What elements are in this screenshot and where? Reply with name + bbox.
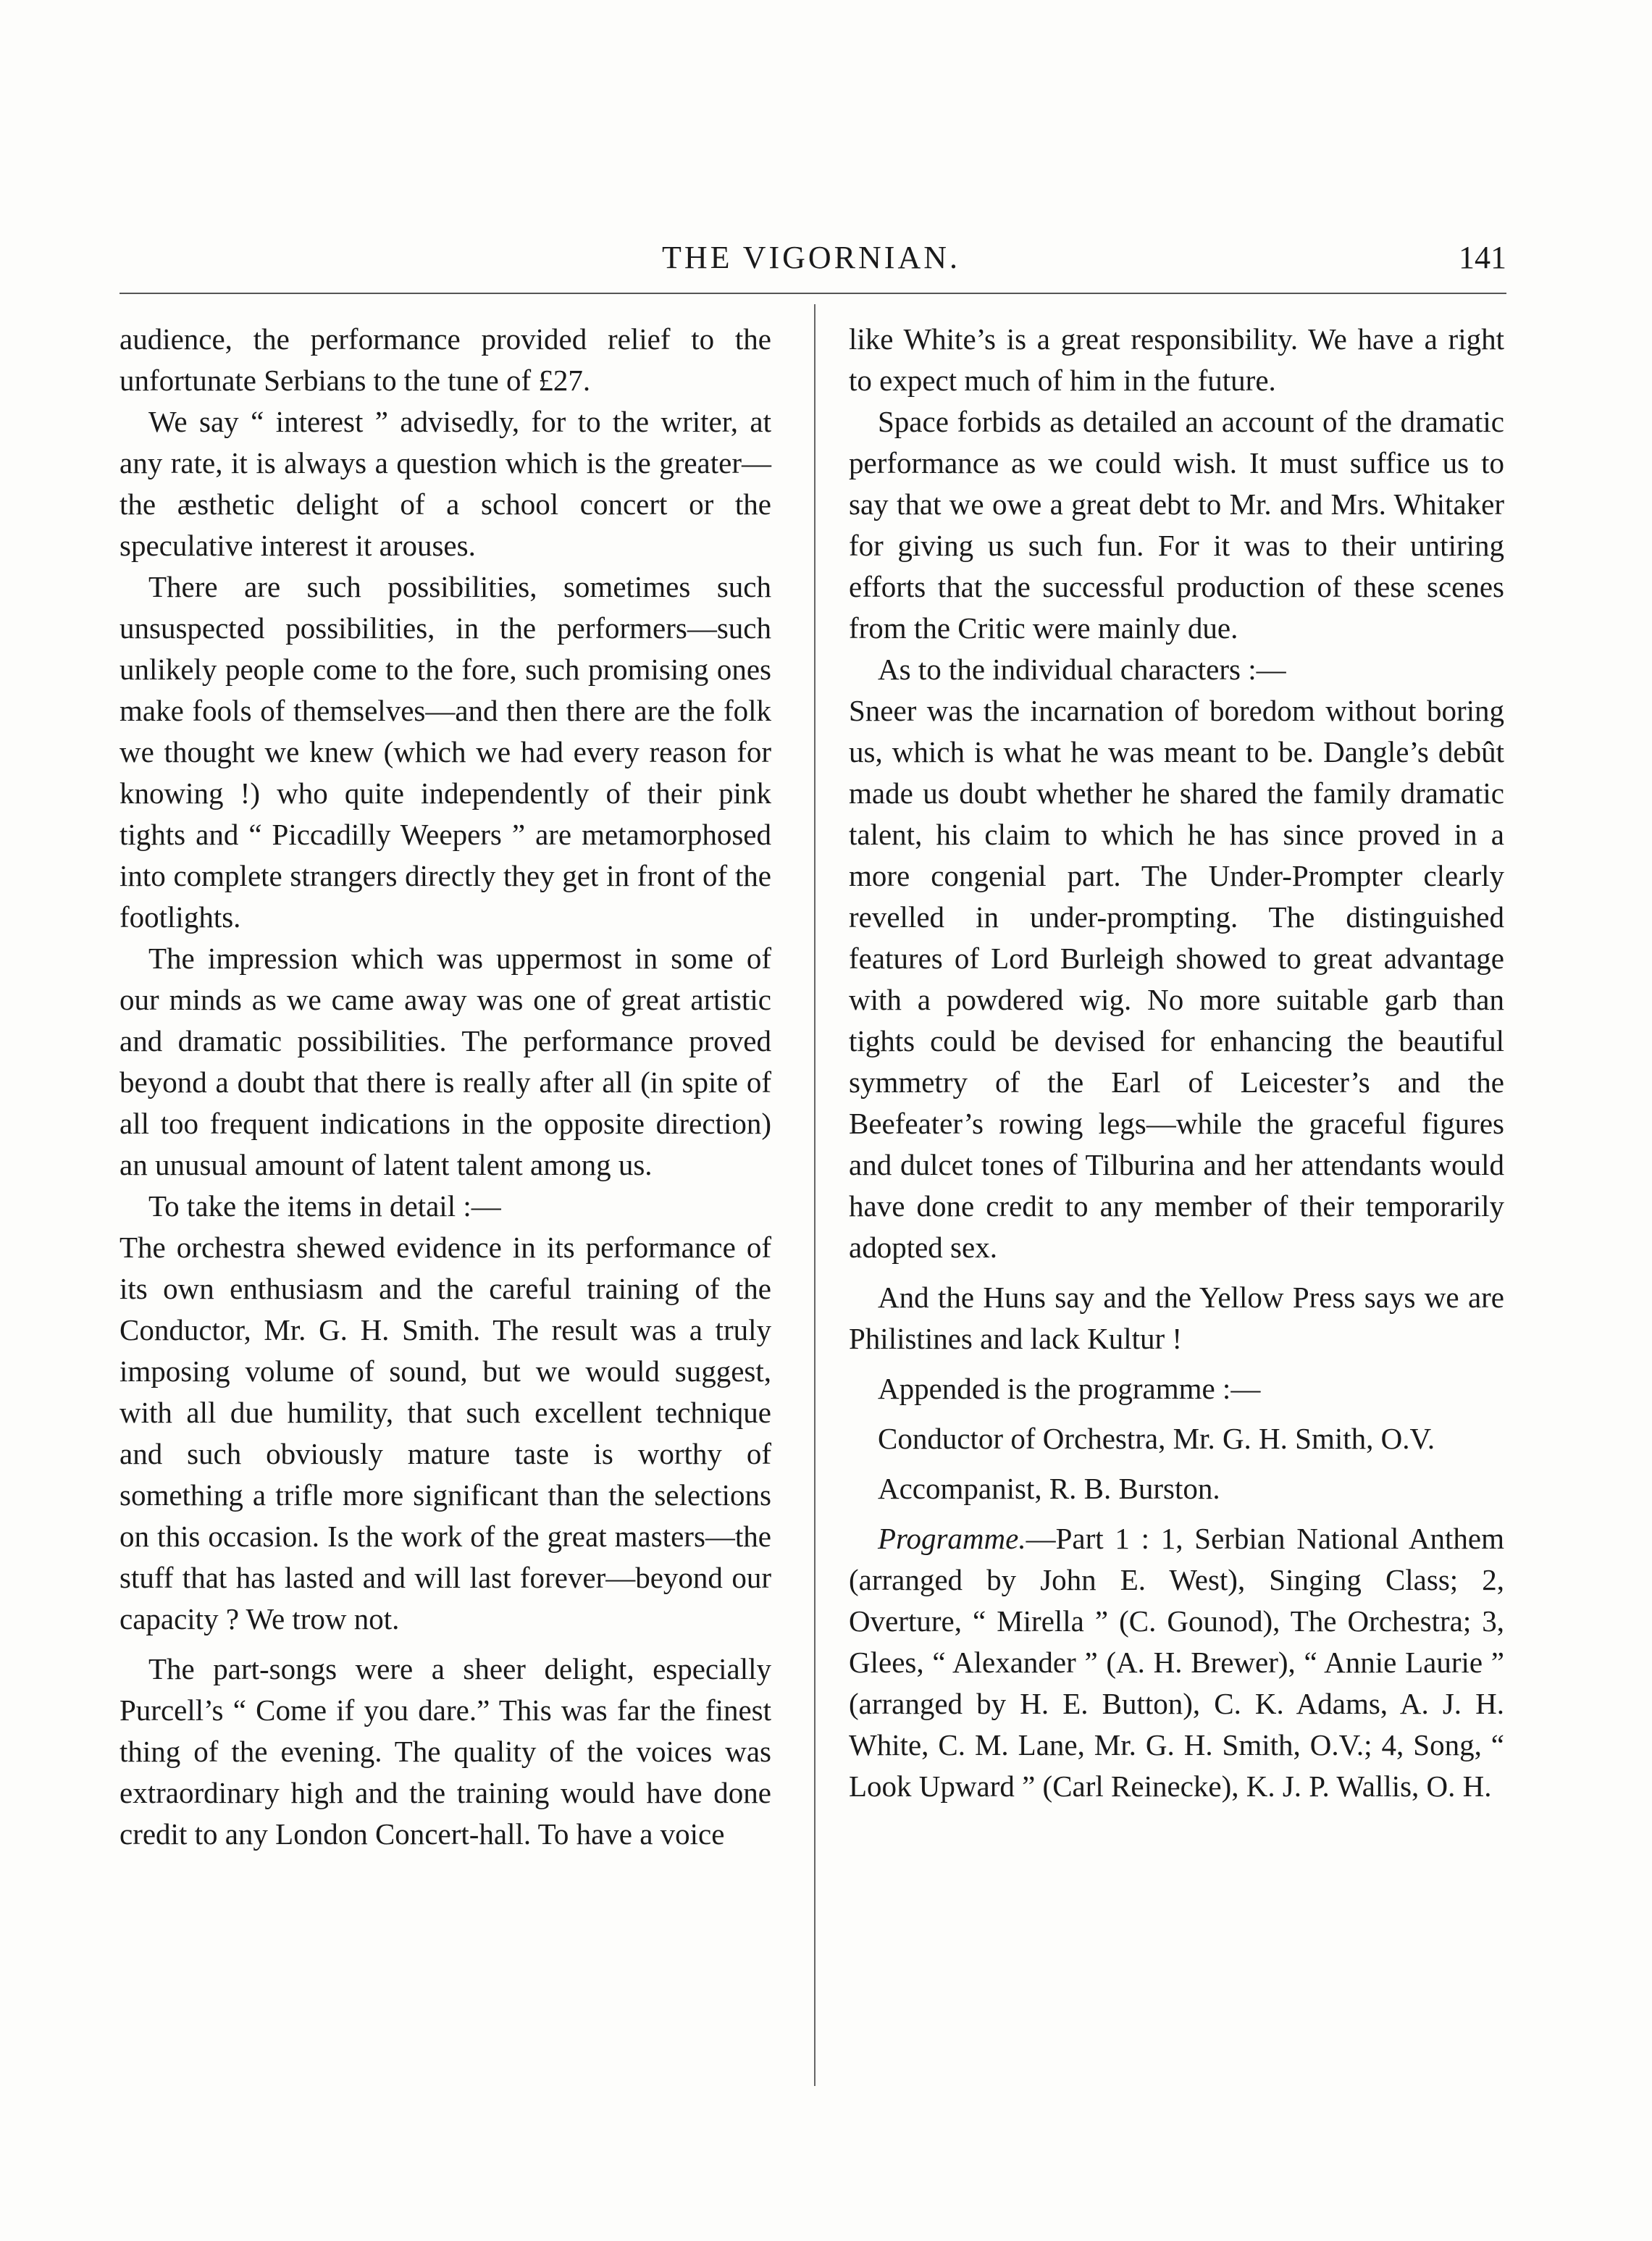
- paragraph: To take the items in detail :—: [148, 1189, 501, 1223]
- paragraph: Accompanist, R. B. Burston.: [878, 1472, 1220, 1505]
- paragraph: The orchestra shewed evidence in its performance of its own enthusiasm and the careful training of the Conductor, Mr. G. H. Smith. The result was a truly imposing volume of sound, but we would suggest, with all due humility, that such excellent technique and such obviously mature taste is worthy of something a trifle more significant than the selections on this occasion. Is the work of the great masters—the stuff that has lasted and will last forever—beyond our capacity ? We trow not.: [120, 1231, 771, 1635]
- paragraph: The impression which was uppermost in some of our minds as we came away was one of great artistic and dramatic possibilities. The performance proved beyond a doubt that there is really after all (in spite of all too frequent indications in the opposite direction) an unusual amount of latent talent among us.: [120, 942, 771, 1181]
- paragraph: Sneer was the incarnation of boredom without boring us, which is what he was meant to be. Dangle’s debût made us doubt whether he shared the family dramatic talent, his claim to which he has since proved in a more congenial part. The Under-Prompter clearly revelled in under-prompting. The distinguished features of Lord Burleigh showed to great advantage with a powdered wig. No more suitable garb than tights could be devised for enhancing the beautiful symmetry of the Earl of Leicester’s and the Beefeater’s rowing legs—while the graceful figures and dulcet tones of Tilburina and her attendants would have done credit to any member of their temporarily adopted sex.: [849, 694, 1504, 1264]
- paragraph: like White’s is a great responsibility. We have a right to expect much of him in the future.: [849, 322, 1504, 397]
- left-column: [120, 319, 771, 1855]
- page-number: 141: [1459, 240, 1506, 275]
- page-header: [116, 239, 1506, 290]
- programme-paragraph: [849, 1518, 1504, 1807]
- paragraph: There are such possibilities, sometimes such unsuspected possibilities, in the performers—such unlikely people come to the fore, such promising ones make fools of themselves—and then there are the folk we thought we knew (which we had every reason for knowing !) who quite independently of their pink tights and “ Piccadilly Weepers ” are metamorphosed into complete strangers directly they get in front of the footlights.: [120, 570, 771, 934]
- programme-text: —Part 1 : 1, Serbian National Anthem (arranged by John E. West), Singing Class; 2, Overture, “ Mirella ” (C. Gounod), The Orchestra; 3, Glees, “ Alexander ” (A. H. Brewer), “ Annie Laurie ” (arranged by H. E. Button), C. K. Adams, A. J. H. White, C. M. Lane, Mr. G. H. Smith, O.V.; 4, Song, “ Look Upward ” (Carl Reinecke), K. J. P. Wallis, O. H.: [849, 1522, 1504, 1803]
- paragraph: And the Huns say and the Yellow Press says we are Philistines and lack Kultur !: [849, 1281, 1504, 1355]
- header-rule: [120, 293, 1506, 294]
- right-column: [849, 319, 1504, 1807]
- paragraph: As to the individual characters :—: [878, 653, 1286, 686]
- paragraph: Space forbids as detailed an account of the dramatic performance as we could wish. It must suffice us to say that we owe a great debt to Mr. and Mrs. Whitaker for giving us such fun. For it was to their untiring efforts that the successful production of these scenes from the Critic were mainly due.: [849, 405, 1504, 645]
- paragraph: The part-songs were a sheer delight, especially Purcell’s “ Come if you dare.” This was far the finest thing of the evening. The quality of the voices was extraordinary high and the training would have done credit to any London Concert-hall. To have a voice: [120, 1652, 771, 1851]
- programme-label: Programme.: [878, 1522, 1026, 1555]
- paragraph: We say “ interest ” advisedly, for to the writer, at any rate, it is always a question which is the greater—the æsthetic delight of a school concert or the speculative interest it arouses.: [120, 405, 771, 562]
- paragraph: audience, the performance provided relief to the unfortunate Serbians to the tune of £27.: [120, 322, 771, 397]
- paragraph: Conductor of Orchestra, Mr. G. H. Smith, O.V.: [878, 1422, 1435, 1455]
- running-title: THE VIGORNIAN.: [661, 240, 961, 275]
- column-divider: [814, 304, 815, 2086]
- paragraph: Appended is the programme :—: [878, 1372, 1261, 1405]
